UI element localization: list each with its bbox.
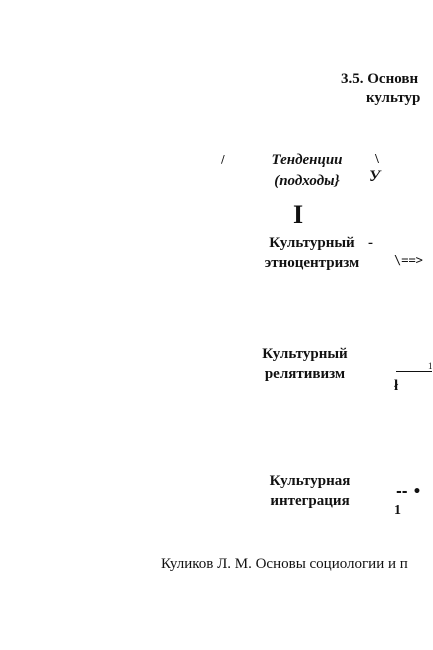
item-ethnocentrism-line2: этноцентризм — [264, 255, 360, 271]
item-integration — [245, 471, 375, 511]
diagram-connector-vertical: I — [293, 200, 304, 229]
tendencies-header-line1: Тенденции — [271, 152, 343, 168]
diagram-dash-ethnocentrism: - — [368, 235, 373, 251]
item-ethnocentrism — [247, 233, 377, 273]
diagram-tick-relativism-top: 1 — [428, 361, 433, 371]
item-relativism-line1: Культурный — [262, 346, 348, 362]
item-relativism-line2: релятивизм — [264, 366, 346, 382]
diagram-mark-integration-bottom: 1 — [394, 503, 401, 518]
diagram-mark-integration-top: -- • — [396, 484, 422, 500]
item-integration-line2: интеграция — [270, 493, 350, 509]
diagram-line-relativism — [396, 371, 432, 372]
diagram-tick-relativism-bottom: ł — [394, 378, 399, 394]
section-title-line2: культур — [366, 90, 421, 106]
item-integration-line1: Культурная — [269, 473, 351, 489]
diagram-arrow-ethnocentrism: \==> — [394, 253, 423, 267]
section-title-line1: 3.5. Основн — [341, 71, 419, 87]
item-relativism — [240, 344, 370, 384]
diagram-connector-backslash: \ — [375, 152, 379, 167]
tendencies-header-line2: (подходы} — [274, 173, 340, 189]
diagram-connector-slash-left: / — [221, 153, 225, 166]
diagram-connector-u: У — [369, 168, 381, 185]
tendencies-header — [252, 150, 362, 192]
item-ethnocentrism-line1: Культурный — [269, 235, 355, 251]
footer-citation: Куликов Л. М. Основы социологии и п — [161, 556, 408, 572]
